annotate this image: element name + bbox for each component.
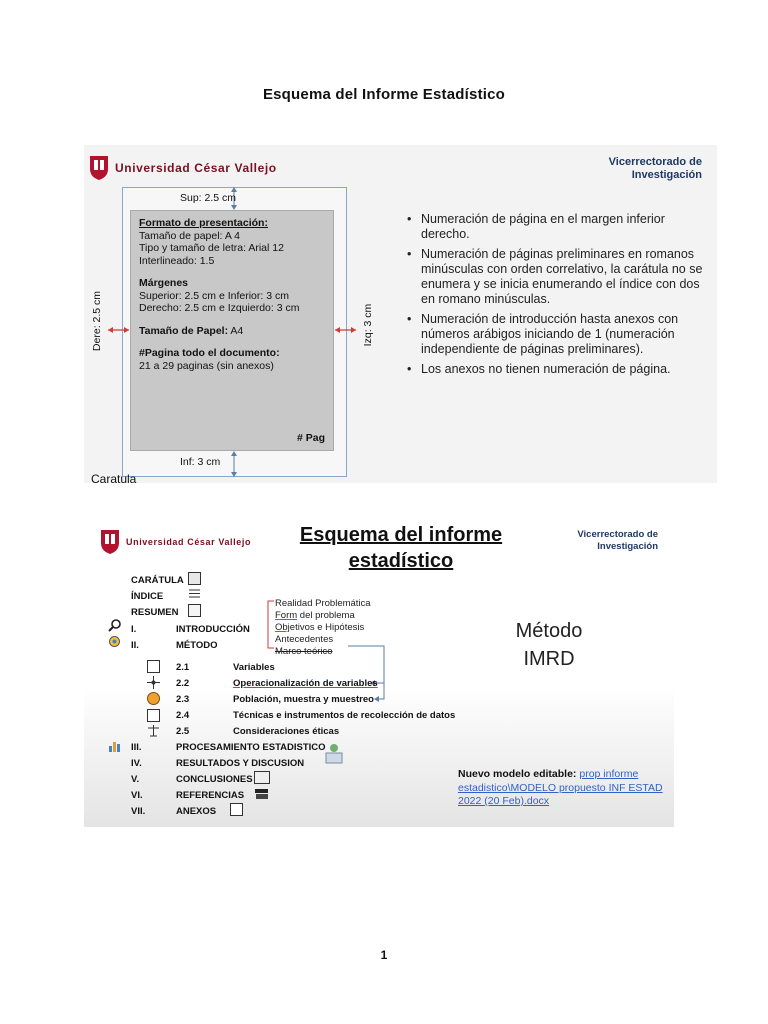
books-icon [254,787,267,800]
chapter-conclusiones: CONCLUSIONES [176,774,253,785]
numbering-rules-list [404,212,704,382]
format-line: Interlineado: 1.5 [139,254,215,267]
chapter-number: VII. [131,806,146,817]
page-count-heading: #Pagina todo el documento: [139,347,280,359]
method-line-1: Método [515,620,583,642]
subitem-antecedentes: Antecedentes [275,634,334,645]
format-box [130,210,334,451]
slide-report-outline [84,513,674,827]
subsection-number: 2.5 [176,726,190,737]
subsection-number: 2.4 [176,710,190,721]
subsection-number: 2.3 [176,694,190,705]
attachment-icon [230,803,243,816]
page-title: Esquema del Informe Estadístico [262,86,506,103]
subitem-marco-teorico: Marco teórico [275,646,333,657]
slide-title-line-2: estadístico [348,550,454,572]
vice-line-1: Vicerrectorado de [577,529,658,540]
chapter-referencias: REFERENCIAS [176,790,245,801]
paper-size-heading: Tamaño de Papel: [139,324,229,337]
chapter-metodo: MÉTODO [176,640,218,651]
page-number-marker: # Pag [296,431,325,444]
vice-line-2: Investigación [597,541,658,552]
subsection-operacionalizacion: Operacionalización de variables [233,678,378,689]
rule-item: • Numeración de introducción hasta anexos con números arábigos iniciando de 1 (numeración independiente de páginas preliminares). [404,312,704,357]
chapter-number: V. [131,774,140,785]
slide-title-line-1: Esquema del informe [299,524,503,546]
network-icon [147,676,160,689]
indice-item: ÍNDICE [131,591,164,602]
editable-model-note [458,768,668,809]
rule-item: • Numeración de página en el margen inferior derecho. [404,212,704,242]
subsection-eticas: Consideraciones éticas [233,726,340,737]
subsection-number: 2.2 [176,678,190,689]
margin-bottom-label: Inf: 3 cm [180,456,221,468]
chapter-procesamiento: PROCESAMIENTO ESTADISTICO [176,742,326,753]
method-label [494,617,604,673]
chapter-resultados: RESULTADOS Y DISCUSION [176,758,305,769]
chapter-number: III. [131,742,142,753]
resumen-item: RESUMEN [131,607,179,618]
slide-format-specs [84,145,717,483]
caratula-caption: Caratula [91,472,137,486]
ucv-name: Universidad César Vallejo [126,537,252,547]
analytics-figure-icon [322,741,346,767]
subitem-objetivos-a: Obj [275,622,290,633]
subitem-objetivos-b: etivos e Hipótesis [289,622,365,633]
chapter-anexos: ANEXOS [176,806,217,817]
subsection-tecnicas: Técnicas e instrumentos de recolección de datos [233,710,456,721]
format-heading: Formato de presentación: [139,217,268,229]
subsection-variables: Variables [233,662,275,673]
paper-size-value: A4 [228,324,244,337]
form-icon [147,709,160,722]
page-count-line: 21 a 29 paginas (sin anexos) [139,359,274,372]
vice-line-1: Vicerrectorado de [608,156,702,168]
chapter-number: VI. [131,790,143,801]
margin-top-label: Sup: 2.5 cm [180,192,237,204]
margins-heading: Márgenes [139,277,189,289]
subsection-number: 2.1 [176,662,190,673]
scales-icon [147,724,160,737]
chapter-number: IV. [131,758,142,769]
subsection-poblacion: Población, muestra y muestreo [233,694,374,705]
method-line-2: IMRD [523,648,575,670]
subitem-realidad: Realidad Problemática [275,598,371,609]
margin-right-label: Dere: 2.5 cm [91,290,103,352]
subitem-formulacion-a: Form [275,610,298,621]
editable-model-label: Nuevo modelo editable: [458,768,577,780]
caratula-item: CARÁTULA [131,575,184,586]
margins-line: Derecho: 2.5 cm e Izquierdo: 3 cm [139,302,300,314]
format-line: Tamaño de papel: A 4 [139,229,240,242]
bar-chart-icon [108,739,121,752]
vice-line-2: Investigación [631,169,702,181]
rule-item: • Los anexos no tienen numeración de página. [404,362,704,377]
margin-left-label: Izq: 3 cm [362,303,374,347]
format-line: Tipo y tamaño de letra: Arial 12 [139,242,284,254]
ucv-name: Universidad César Vallejo [115,161,277,175]
conclusions-icon [254,771,270,784]
chapter-number: II. [131,640,139,651]
chapter-introduccion: INTRODUCCIÓN [176,624,250,635]
population-icon [147,692,160,705]
chapter-number: I. [131,624,137,635]
margins-line: Superior: 2.5 cm e Inferior: 3 cm [139,289,289,302]
variables-icon [147,660,160,673]
editable-model-link[interactable]: prop informe estadistico\MODELO propuesto INF ESTAD 2022 (20 Feb).docx [458,768,663,807]
paper-size-line [139,325,325,338]
page-number: 1 [380,948,388,962]
subitem-formulacion-b: del problema [297,610,355,621]
rule-item: • Numeración de páginas preliminares en romanos minúsculas con orden correlativo, la carátula no se enumera y se inicia enumerando el índice con dos en romano minúsculas. [404,247,704,307]
